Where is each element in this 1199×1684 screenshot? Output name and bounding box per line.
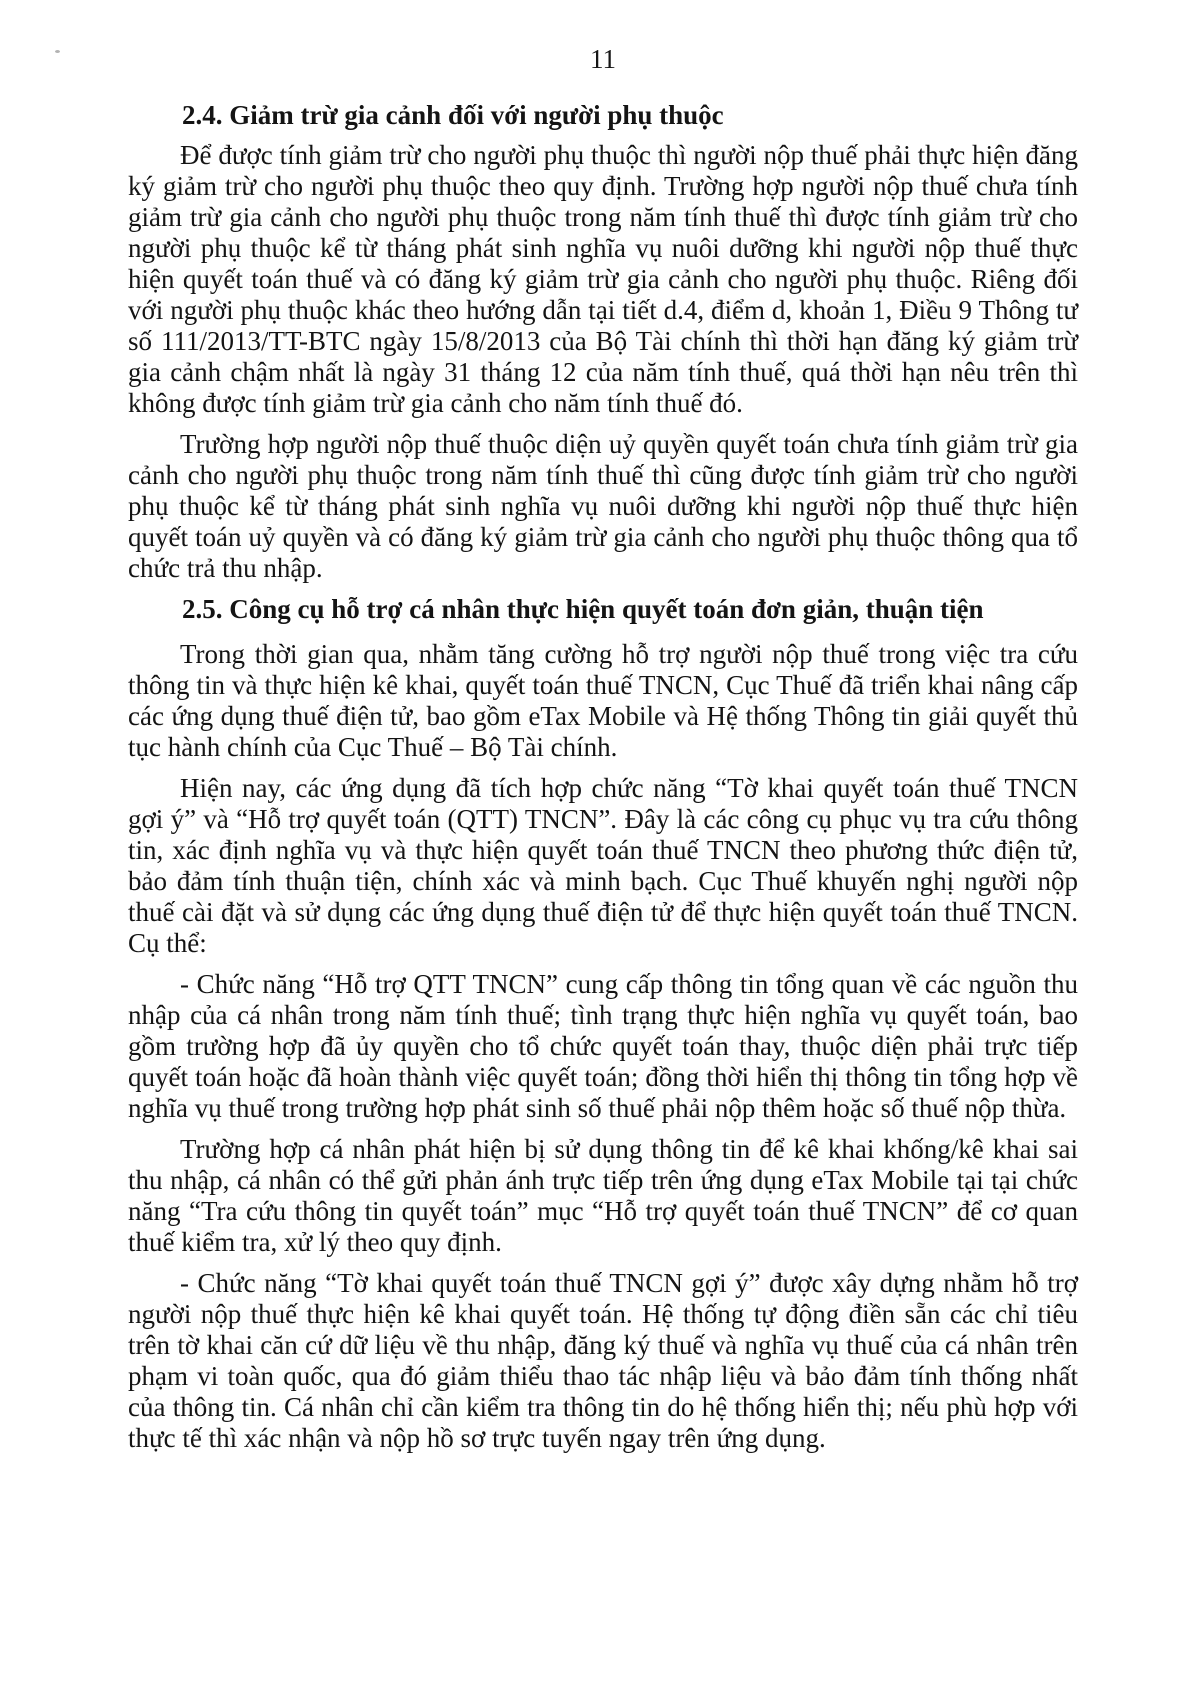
page-number: 11: [590, 44, 616, 74]
paragraph-integrated-functions: Hiện nay, các ứng dụng đã tích hợp chức năng “Tờ khai quyết toán thuế TNCN gợi ý” và “Hỗ trợ quyết toán (QTT) TNCN”. Đây là các công cụ phục vụ tra cứu thông tin, xác định nghĩa vụ và thực hiện quyết toán thuế TNCN theo phương thức điện tử, bảo đảm tính thuận tiện, chính xác và minh bạch. Cục Thuế khuyến nghị người nộp thuế cài đặt và sử dụng các ứng dụng thuế điện tử để thực hiện quyết toán thuế TNCN. Cụ thể:: [128, 773, 1078, 958]
paragraph-etax-apps-upgrade: Trong thời gian qua, nhằm tăng cường hỗ trợ người nộp thuế trong việc tra cứu thông tin và thực hiện kê khai, quyết toán thuế TNCN, Cục Thuế đã triển khai nâng cấp các ứng dụng thuế điện tử, bao gồm eTax Mobile và Hệ thống Thông tin giải quyết thủ tục hành chính của Cục Thuế – Bộ Tài chính.: [128, 639, 1078, 762]
section-heading-2-5: 2.5. Công cụ hỗ trợ cá nhân thực hiện quyết toán đơn giản, thuận tiện: [182, 594, 984, 624]
paragraph-report-misuse: Trường hợp cá nhân phát hiện bị sử dụng thông tin để kê khai khống/kê khai sai thu nhập, cá nhân có thể gửi phản ánh trực tiếp trên ứng dụng eTax Mobile tại tại chức năng “Tra cứu thông tin quyết toán” mục “Hỗ trợ quyết toán thuế TNCN” để cơ quan thuế kiểm tra, xử lý theo quy định.: [128, 1134, 1078, 1257]
page-content: [128, 100, 1078, 1464]
paragraph-qtt-support-function: - Chức năng “Hỗ trợ QTT TNCN” cung cấp thông tin tổng quan về các nguồn thu nhập của cá nhân trong năm tính thuế; tình trạng thực hiện nghĩa vụ quyết toán, bao gồm trường hợp đã ủy quyền cho tổ chức quyết toán thay, thuộc diện phải trực tiếp quyết toán hoặc đã hoàn thành việc quyết toán; đồng thời hiển thị thông tin tổng hợp về nghĩa vụ thuế trong trường hợp phát sinh số thuế phải nộp thêm hoặc số thuế nộp thừa.: [128, 969, 1078, 1123]
paragraph-suggested-declaration: - Chức năng “Tờ khai quyết toán thuế TNCN gợi ý” được xây dựng nhằm hỗ trợ người nộp thuế thực hiện kê khai quyết toán. Hệ thống tự động điền sẵn các chỉ tiêu trên tờ khai căn cứ dữ liệu về thu nhập, đăng ký thuế và nghĩa vụ thuế của cá nhân trên phạm vi toàn quốc, qua đó giảm thiểu thao tác nhập liệu và bảo đảm tính thống nhất của thông tin. Cá nhân chỉ cần kiểm tra thông tin do hệ thống hiển thị; nếu phù hợp với thực tế thì xác nhận và nộp hồ sơ trực tuyến ngay trên ứng dụng.: [128, 1268, 1078, 1453]
section-heading-2-4: 2.4. Giảm trừ gia cảnh đối với người phụ thuộc: [182, 100, 724, 130]
paragraph-dependent-registration: Để được tính giảm trừ cho người phụ thuộc thì người nộp thuế phải thực hiện đăng ký giảm trừ cho người phụ thuộc theo quy định. Trường hợp người nộp thuế chưa tính giảm trừ gia cảnh cho người phụ thuộc trong năm tính thuế thì được tính giảm trừ cho người phụ thuộc kể từ tháng phát sinh nghĩa vụ nuôi dưỡng khi người nộp thuế thực hiện quyết toán thuế và có đăng ký giảm trừ gia cảnh cho người phụ thuộc. Riêng đối với người phụ thuộc khác theo hướng dẫn tại tiết d.4, điểm d, khoản 1, Điều 9 Thông tư số 111/2013/TT-BTC ngày 15/8/2013 của Bộ Tài chính thì thời hạn đăng ký giảm trừ gia cảnh chậm nhất là ngày 31 tháng 12 của năm tính thuế, quá thời hạn nêu trên thì không được tính giảm trừ gia cảnh cho năm tính thuế đó.: [128, 140, 1078, 418]
paragraph-authorized-finalization: Trường hợp người nộp thuế thuộc diện uỷ quyền quyết toán chưa tính giảm trừ gia cảnh cho người phụ thuộc trong năm tính thuế thì cũng được tính giảm trừ cho người phụ thuộc kể từ tháng phát sinh nghĩa vụ nuôi dưỡng khi người nộp thuế thực hiện quyết toán uỷ quyền và có đăng ký giảm trừ gia cảnh cho người phụ thuộc thông qua tổ chức trả thu nhập.: [128, 429, 1078, 583]
scan-artifact: [55, 50, 60, 53]
